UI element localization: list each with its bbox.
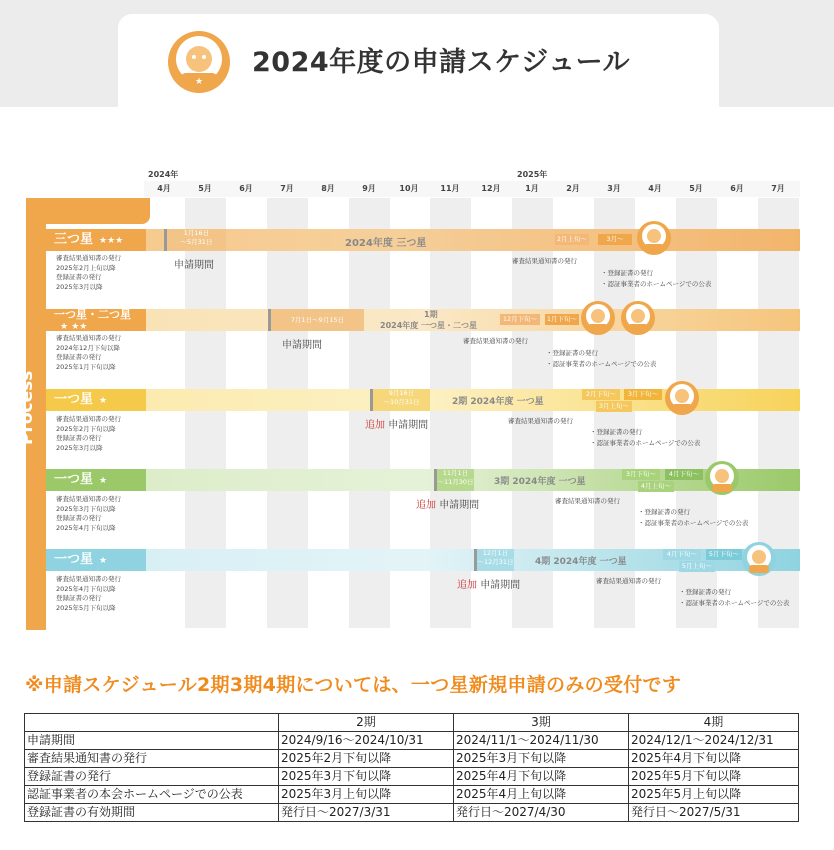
table-row — [25, 804, 799, 822]
table-cell: 発行日〜2027/4/30 — [454, 804, 629, 822]
tag-4a: 3月下旬〜 — [622, 469, 660, 480]
month-label: 1月 — [525, 184, 539, 193]
table-header-cell: 3期 — [454, 714, 629, 732]
row-label-4: 一つ星 ★ — [46, 469, 146, 491]
table-cell: 2024/9/16〜2024/10/31 — [279, 732, 454, 750]
event-5a: 審査結果通知書の発行 — [596, 577, 661, 585]
month-label: 6月 — [730, 184, 744, 193]
application-period-5: 12月1日 〜12月31日 — [474, 549, 514, 571]
event-2c: ・認証事業者のホームページでの公表 — [546, 360, 657, 368]
tag-5c: 5月上旬〜 — [679, 561, 715, 572]
month-label: 6月 — [239, 184, 253, 193]
table-header-cell: 4期 — [629, 714, 799, 732]
band-title-2: 1期 — [424, 310, 438, 319]
certification-logo-icon — [166, 29, 232, 95]
process-label: Process — [17, 370, 37, 445]
tag-5a: 4月下旬〜 — [663, 549, 701, 560]
table-cell: 発行日〜2027/3/31 — [279, 804, 454, 822]
table-cell: 2025年5月上旬以降 — [629, 786, 799, 804]
table-cell: 登録証書の発行 — [25, 768, 279, 786]
application-label-3: 追加 申請期間 — [365, 420, 429, 431]
tag-3a: 2月下旬〜 — [582, 389, 620, 400]
mascot-icon — [620, 300, 656, 336]
month-label: 7月 — [280, 184, 294, 193]
table-header-cell — [25, 714, 279, 732]
table-cell: 発行日〜2027/5/31 — [629, 804, 799, 822]
event-4b: ・登録証書の発行 — [638, 508, 690, 516]
sidebar-header — [26, 198, 150, 224]
tag-3c: 3月上旬〜 — [596, 401, 632, 412]
row-label-2: 一つ星・二つ星 ★ ★★ — [46, 309, 146, 331]
application-label-2: 申請期間 — [282, 340, 322, 351]
schedule-table — [24, 713, 799, 822]
notice-text: ※申請スケジュール2期3期4期については、一つ星新規申請のみの受付です — [25, 674, 682, 696]
month-label: 8月 — [321, 184, 335, 193]
tag-4b: 4月下旬〜 — [665, 469, 703, 480]
band-title-3: 2期 2024年度 一つ星 — [452, 397, 544, 407]
event-1b: ・登録証書の発行 — [601, 269, 653, 277]
table-cell: 2025年4月下旬以降 — [629, 750, 799, 768]
month-label: 11月 — [440, 184, 460, 193]
table-cell: 2025年4月上旬以降 — [454, 786, 629, 804]
event-2b: ・登録証書の発行 — [546, 349, 598, 357]
tag-5b: 5月下旬〜 — [706, 549, 742, 560]
table-row — [25, 732, 799, 750]
table-cell: 登録証書の有効期間 — [25, 804, 279, 822]
table-cell: 2025年3月下旬以降 — [454, 750, 629, 768]
tag-1a: 2月上旬〜 — [556, 235, 588, 243]
month-label: 5月 — [198, 184, 212, 193]
mascot-icon — [636, 220, 672, 256]
event-1a: 審査結果通知書の発行 — [512, 257, 577, 265]
table-row — [25, 750, 799, 768]
event-1c: ・認証事業者のホームページでの公表 — [601, 280, 712, 288]
month-label: 9月 — [362, 184, 376, 193]
mascot-icon — [664, 380, 700, 416]
row-notes-4: 審査結果通知書の発行 2025年3月下旬以降 登録証書の発行 2025年4月下旬以降 — [56, 495, 121, 532]
event-4c: ・認証事業者のホームページでの公表 — [638, 519, 749, 527]
month-label: 5月 — [689, 184, 703, 193]
month-label: 3月 — [607, 184, 621, 193]
band-title-5: 4期 2024年度 一つ星 — [535, 557, 627, 567]
application-label-1: 申請期間 — [174, 260, 214, 271]
event-5c: ・認証事業者のホームページでの公表 — [679, 599, 790, 607]
table-row — [25, 768, 799, 786]
year-label-2024: 2024年 — [148, 170, 179, 179]
tag-4c: 4月上旬〜 — [638, 481, 674, 492]
tag-2a: 12月下旬〜 — [500, 314, 540, 325]
band-title-1: 2024年度 三つ星 — [345, 238, 427, 249]
event-3c: ・認証事業者のホームページでの公表 — [590, 439, 701, 447]
application-period-1: 1月16日 〜5月31日 — [164, 229, 226, 251]
table-header-row — [25, 714, 799, 732]
table-cell: 審査結果通知書の発行 — [25, 750, 279, 768]
row-notes-1: 審査結果通知書の発行 2025年2月上旬以降 登録証書の発行 2025年3月以降 — [56, 254, 121, 291]
band-title-4: 3期 2024年度 一つ星 — [494, 477, 586, 487]
application-label-5: 追加 申請期間 — [457, 580, 521, 591]
band-sub-2: 2024年度 一つ星・二つ星 — [380, 321, 478, 330]
table-cell: 2024/11/1〜2024/11/30 — [454, 732, 629, 750]
row-label-3: 一つ星 ★ — [46, 389, 146, 411]
month-label: 4月 — [648, 184, 662, 193]
svg-text:★: ★ — [194, 77, 204, 87]
row-label-1: 三つ星 ★★★ — [46, 229, 146, 251]
row-notes-5: 審査結果通知書の発行 2025年4月下旬以降 登録証書の発行 2025年5月下旬以降 — [56, 575, 121, 612]
row-notes-3: 審査結果通知書の発行 2025年2月下旬以降 登録証書の発行 2025年3月以降 — [56, 415, 121, 452]
table-row — [25, 786, 799, 804]
table-cell: 2025年3月下旬以降 — [279, 768, 454, 786]
event-5b: ・登録証書の発行 — [679, 588, 731, 596]
table-cell: 認証事業者の本会ホームページでの公表 — [25, 786, 279, 804]
tag-2b: 1月下旬〜 — [546, 315, 578, 323]
application-period-4: 11月1日 〜11月30日 — [434, 469, 474, 491]
table-cell: 2025年4月下旬以降 — [454, 768, 629, 786]
tag-1b: 3月〜 — [598, 234, 632, 245]
event-2a: 審査結果通知書の発行 — [463, 337, 528, 345]
year-label-2025: 2025年 — [517, 170, 548, 179]
table-cell: 2025年3月上旬以降 — [279, 786, 454, 804]
application-period-3: 9月16日 〜10月31日 — [370, 389, 430, 411]
row-notes-2: 審査結果通知書の発行 2024年12月下旬以降 登録証書の発行 2025年1月下旬以降 — [56, 334, 121, 371]
month-label: 4月 — [157, 184, 171, 193]
month-label: 2月 — [566, 184, 580, 193]
page-title: 2024年度の申請スケジュール — [252, 47, 631, 78]
event-3b: ・登録証書の発行 — [590, 428, 642, 436]
event-3a: 審査結果通知書の発行 — [508, 417, 573, 425]
table-cell: 2025年5月下旬以降 — [629, 768, 799, 786]
month-label: 7月 — [771, 184, 785, 193]
month-label: 10月 — [399, 184, 419, 193]
application-label-4: 追加 申請期間 — [416, 500, 480, 511]
application-period-2: 7月1日〜9月15日 — [268, 309, 364, 331]
table-cell: 2024/12/1〜2024/12/31 — [629, 732, 799, 750]
month-label: 12月 — [481, 184, 501, 193]
table-cell: 2025年2月下旬以降 — [279, 750, 454, 768]
event-4a: 審査結果通知書の発行 — [555, 497, 620, 505]
mascot-icon — [741, 541, 777, 577]
row-label-5: 一つ星 ★ — [46, 549, 146, 571]
table-header-cell: 2期 — [279, 714, 454, 732]
tag-3b: 3月下旬〜 — [624, 389, 662, 400]
table-cell: 申請期間 — [25, 732, 279, 750]
mascot-icon — [704, 460, 740, 496]
mascot-icon — [580, 300, 616, 336]
